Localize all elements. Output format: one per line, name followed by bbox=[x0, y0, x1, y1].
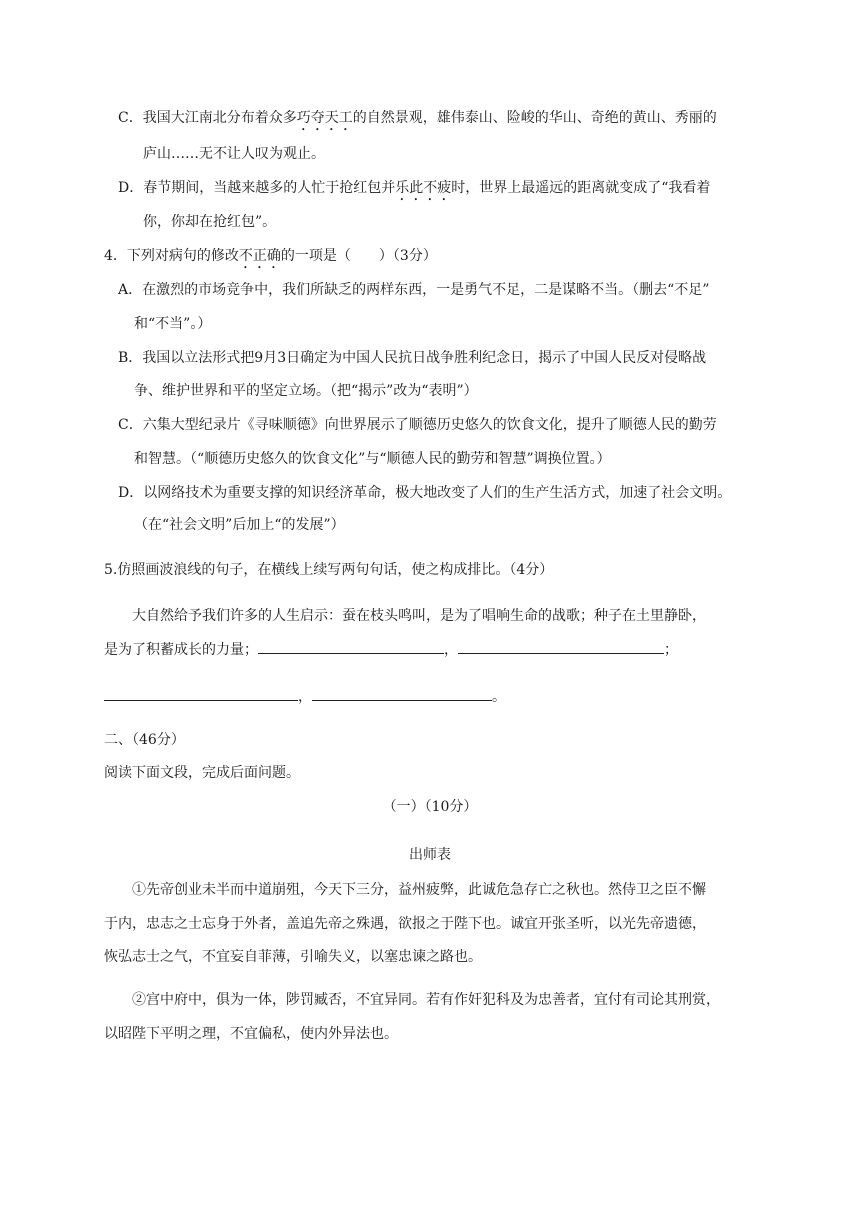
q4-option-d-line1: D．以网络技术为重要支撑的知识经济革命，极大地改变了人们的生产生活方式，加速了社会文明。 bbox=[118, 485, 732, 501]
q5-stem: 5.仿照画波浪线的句子，在横线上续写两句句话，使之构成排比。（4分） bbox=[104, 562, 554, 578]
q3-option-d-post: 时，世界上最遥远的距离就变成了“我看着 bbox=[451, 180, 711, 196]
q4-option-b-line2: 争、维护世界和平的坚定立场。（把“揭示”改为“表明”） bbox=[134, 383, 478, 399]
q3-option-c-line2: 庐山……无不让人叹为观止。 bbox=[143, 146, 325, 162]
q3-option-d-line1 bbox=[118, 178, 710, 204]
q3-option-c-emphasis: 巧夺天工 bbox=[296, 110, 353, 126]
q4-option-a-line2: 和“不当”。） bbox=[134, 316, 212, 332]
answer-blank-2[interactable] bbox=[458, 639, 664, 654]
paragraph-2-line2: 以昭陛下平明之理，不宜偏私，使内外异法也。 bbox=[104, 1026, 398, 1042]
section-heading: 二、（46分） bbox=[104, 732, 185, 748]
q4-option-c-line2: 和智慧。（“顺德历史悠久的饮食文化”与“顺德人民的勤劳和智慧”调换位置。） bbox=[134, 451, 611, 467]
comma: ， bbox=[298, 689, 312, 705]
part-heading: （一）（10分） bbox=[382, 799, 478, 815]
q3-option-d-line2: 你，你却在抢红包”。 bbox=[143, 214, 277, 230]
period: 。 bbox=[492, 689, 506, 705]
q4-stem-pre: 4．下列对病句的修改 bbox=[104, 248, 239, 264]
answer-blank-3[interactable] bbox=[104, 686, 298, 701]
section-instruction: 阅读下面文段，完成后面问题。 bbox=[104, 765, 300, 781]
paragraph-2-line1: ②宫中府中，俱为一体，陟罚臧否，不宜异同。若有作奸犯科及为忠善者，宜付有司论其刑赏， bbox=[132, 992, 720, 1008]
q3-option-d-emphasis: 乐此不疲 bbox=[395, 180, 452, 196]
q5-passage-line1: 大自然给予我们许多的人生启示：蚕在枝头鸣叫，是为了唱响生命的战歌；种子在土里静卧， bbox=[132, 608, 706, 624]
q3-option-c-pre: C．我国大江南北分布着众多 bbox=[118, 110, 297, 126]
answer-blank-1[interactable] bbox=[258, 639, 444, 654]
paragraph-1-line1: ①先帝创业未半而中道崩殂，今天下三分，益州疲弊，此诚危急存亡之秋也。然侍卫之臣不懈 bbox=[132, 882, 706, 898]
paragraph-1-line2: 于内，忠志之士忘身于外者，盖追先帝之殊遇，欲报之于陛下也。诚宜开张圣听，以光先帝遗德， bbox=[104, 916, 706, 932]
q4-stem bbox=[104, 246, 437, 272]
q4-option-c-line1: C．六集大型纪录片《寻味顺德》向世界展示了顺德历史悠久的饮食文化，提升了顺德人民的勤劳 bbox=[118, 417, 717, 433]
q4-stem-post: 的一项是（ ）（3分） bbox=[280, 248, 437, 264]
q4-stem-emphasis: 不正确 bbox=[238, 248, 281, 264]
q4-option-b-line1: B．我国以立法形式把9月3日确定为中国人民抗日战争胜利纪念日，揭示了中国人民反对侵略战 bbox=[118, 350, 707, 366]
comma: ， bbox=[444, 642, 458, 658]
q3-option-c-line1 bbox=[118, 108, 717, 134]
q3-option-c-post: 的自然景观，雄伟泰山、险峻的华山、奇绝的黄山、秀丽的 bbox=[352, 110, 717, 126]
answer-blank-4[interactable] bbox=[312, 686, 492, 701]
q4-option-d-line2: （在“社会文明”后加上“的发展”） bbox=[134, 517, 345, 533]
passage-title: 出师表 bbox=[409, 847, 451, 863]
paragraph-1-line3: 恢弘志士之气，不宜妄自菲薄，引喻失义，以塞忠谏之路也。 bbox=[104, 949, 482, 965]
q4-option-a-line1: A．在激烈的市场竞争中，我们所缺乏的两样东西，一是勇气不足，二是谋略不当。（删去“不足” bbox=[118, 282, 710, 298]
q3-option-d-pre: D．春节期间，当越来越多的人忙于抢红包并 bbox=[118, 180, 396, 196]
q5-answer-line3 bbox=[104, 686, 506, 707]
q5-passage-prefix: 是为了积蓄成长的力量； bbox=[104, 642, 258, 658]
semicolon: ； bbox=[664, 642, 678, 658]
q5-passage-line2 bbox=[104, 639, 678, 660]
